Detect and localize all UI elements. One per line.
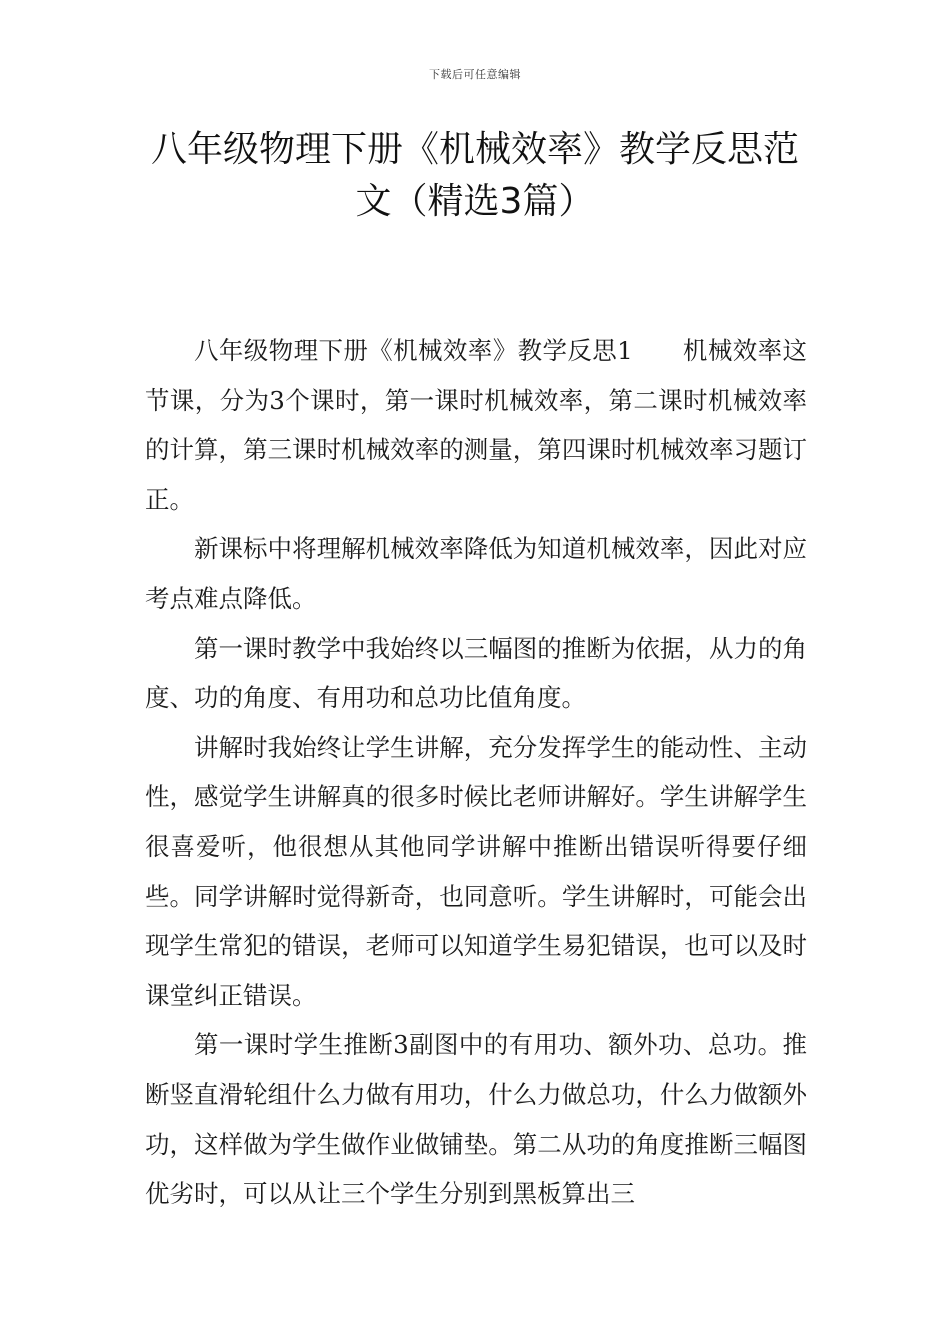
paragraph-3: 第一课时教学中我始终以三幅图的推断为依据，从力的角度、功的角度、有用功和总功比值角度。: [145, 633, 807, 713]
document-title: 八年级物理下册《机械效率》教学反思范文（精选3篇）: [150, 129, 799, 222]
document-body: [145, 326, 807, 1219]
paragraph-1: 八年级物理下册《机械效率》教学反思1 机械效率这节课，分为3个课时，第一课时机械效率，第二课时机械效率的计算，第三课时机械效率的测量，第四课时机械效率习题订正。: [145, 336, 807, 514]
header-note: 下载后可任意编辑: [429, 68, 521, 81]
paragraph-2: 新课标中将理解机械效率降低为知道机械效率，因此对应考点难点降低。: [145, 534, 807, 613]
paragraph-4: 讲解时我始终让学生讲解，充分发挥学生的能动性、主动性，感觉学生讲解真的很多时候比老师讲解好。学生讲解学生很喜爱听，他很想从其他同学讲解中推断出错误听得要仔细些。同学讲解时觉得新奇，也同意听。学生讲解时，可能会出现学生常犯的错误，老师可以知道学生易犯错误，也可以及时课堂纠正错误。: [145, 732, 807, 1010]
paragraph-5: 第一课时学生推断3副图中的有用功、额外功、总功。推断竖直滑轮组什么力做有用功，什么力做总功，什么力做额外功，这样做为学生做作业做铺垫。第二从功的角度推断三幅图优劣时，可以从让三个学生分别到黑板算出三: [145, 1030, 807, 1209]
